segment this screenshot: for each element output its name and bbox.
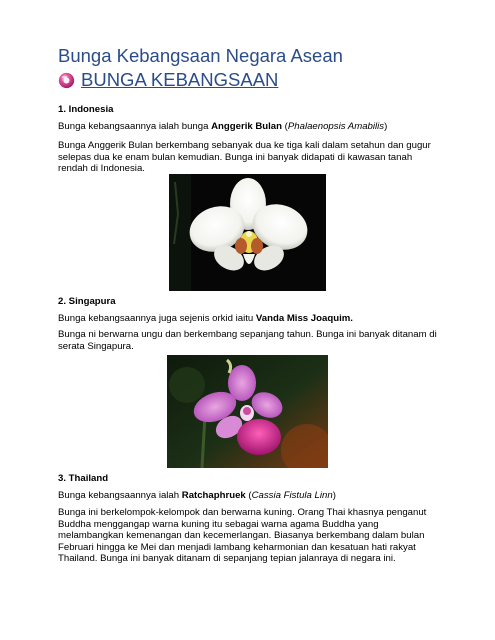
white-orchid-photo bbox=[169, 174, 326, 291]
scientific-name: Phalaenopsis Amabilis bbox=[287, 121, 385, 132]
intro-paren-open: ( bbox=[282, 121, 288, 132]
indonesia-description: Bunga Anggerik Bulan berkembang sebanyak dua ke tiga kali dalam setahun dan gugur selepas dua ke enam bulan kemudian. Bunga ini banyak didapati di kawasan tanah rendah di Indonesia. bbox=[58, 140, 431, 175]
document-title: Bunga Kebangsaan Negara Asean bbox=[58, 45, 343, 66]
section-heading-indonesia: 1. Indonesia bbox=[58, 104, 114, 115]
section-subheading bbox=[58, 69, 278, 91]
scientific-name: Cassia Fistula Linn bbox=[251, 490, 333, 501]
section-heading-thailand: 3. Thailand bbox=[58, 473, 109, 484]
purple-orchid-photo bbox=[167, 355, 328, 468]
singapura-description: Bunga ni berwarna ungu dan berkembang sepanjang tahun. Bunga ini banyak ditanam di serata Singapura. bbox=[58, 329, 437, 352]
flower-name: Ratchaphruek bbox=[181, 490, 246, 501]
indonesia-intro bbox=[58, 121, 443, 133]
purple-orchid-image bbox=[167, 355, 328, 468]
thailand-description: Bunga ini berkelompok-kelompok dan berwarna kuning. Orang Thai khasnya penganut Buddha menggangap warna kuning itu sebagai warna agama Buddha yang melambangkan kemenangan dan kecemerlangan. Biasanya berkembang dalam bulan Februari hingga ke Mei dan menjadi lambang keharmonian dan kesatuan hati rakyat Thailand. Bunga ini banyak ditanam di sepanjang tepian jalanraya di negara ini. bbox=[58, 507, 427, 565]
flower-name: Anggerik Bulan bbox=[211, 121, 283, 132]
intro-paren-close: ) bbox=[332, 490, 336, 501]
pink-bullet-icon bbox=[58, 72, 75, 89]
subheading-text: BUNGA KEBANGSAAN bbox=[81, 69, 279, 90]
thailand-intro bbox=[58, 490, 443, 502]
white-orchid-image bbox=[169, 174, 326, 291]
flower-name: Vanda Miss Joaquim. bbox=[255, 313, 353, 324]
intro-paren-open: ( bbox=[245, 490, 252, 501]
singapura-intro bbox=[58, 313, 443, 325]
section-heading-singapura: 2. Singapura bbox=[58, 296, 116, 307]
intro-text: Bunga kebangsaannya ialah bunga bbox=[58, 121, 212, 132]
intro-text: Bunga kebangsaannya ialah bbox=[58, 490, 182, 501]
intro-text: Bunga kebangsaannya juga sejenis orkid iaitu bbox=[58, 313, 256, 324]
intro-paren-close: ) bbox=[384, 121, 388, 132]
